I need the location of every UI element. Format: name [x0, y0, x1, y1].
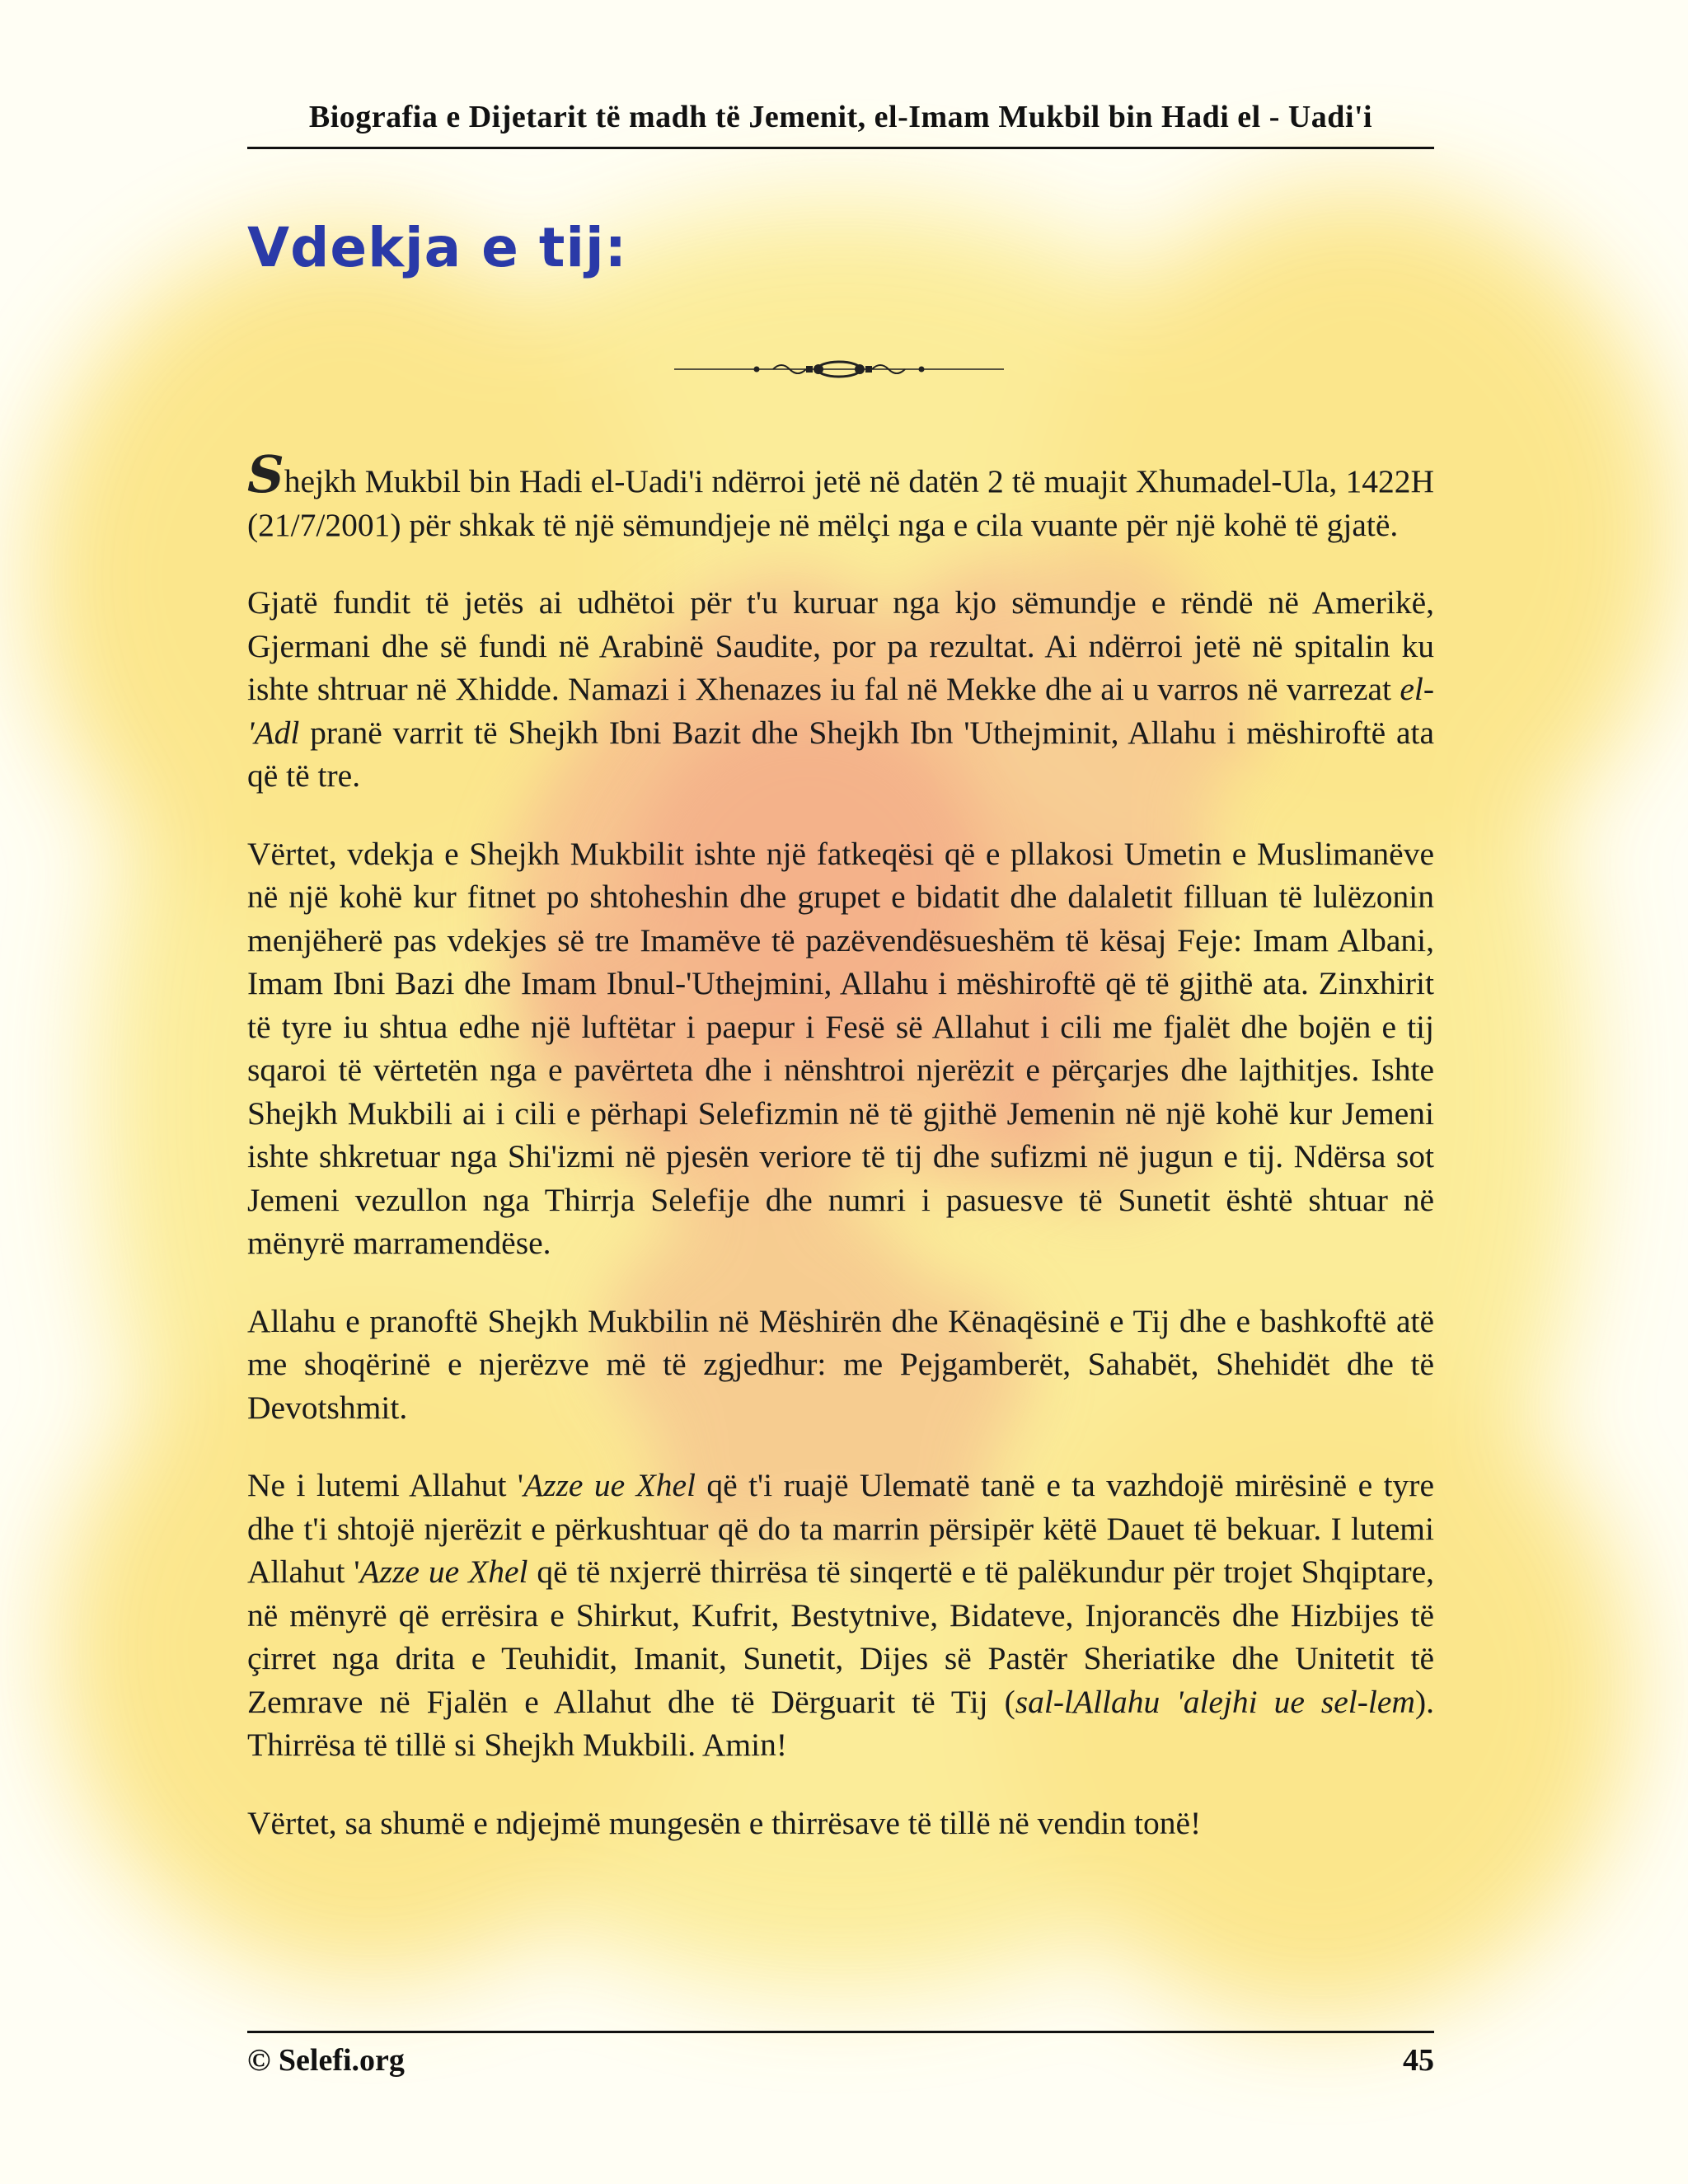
- body-text: [247, 444, 1434, 1879]
- paragraph-5-text-d: ). Thirrësa të tillë si Shejkh Mukbili. Amin!: [247, 1683, 1434, 1763]
- section-title: Vdekja e tij:: [247, 216, 628, 279]
- paragraph-3: Vërtet, vdekja e Shejkh Mukbilit ishte një fatkeqësi që e pllakosi Umetin e Muslimanëve në një kohë kur fitnet po shtoheshin dhe grupet e bidatit dhe dalaletit filluan të lulëzonin menjëherë pas vdekjes së tre Imamëve të pazëvendësueshëm të kësaj Feje: Imam Albani, Imam Ibni Bazi dhe Imam Ibnul-'Uthejmini, Allahu i mëshiroftë që të gjithë ata. Zinxhirit të tyre iu shtua edhe një luftëtar i paepur i Fesë së Allahut i cili me fjalët dhe bojën e tij sqaroi të vërtetën nga e pavërteta dhe i nënshtroi njerëzit e përçarjes dhe lajthitjes. Ishte Shejkh Mukbili ai i cili e përhapi Selefizmin në të gjithë Jemenin në një kohë kur Jemeni ishte shkretuar nga Shi'izmi në pjesën veriore të tij dhe sufizmi në jugun e tij. Ndërsa sot Jemeni vezullon nga Thirrja Selefije dhe numri i pasuesve të Sunetit është shtuar në mënyrë marramendëse.: [247, 835, 1434, 1261]
- flourish-divider-icon: [674, 353, 1004, 386]
- paragraph-2-italic: el-'Adl: [247, 671, 1434, 751]
- paragraph-1-text: hejkh Mukbil bin Hadi el-Uadi'i ndërroi jetë në datën 2 të muajit Xhumadel-Ula, 1422H (21/7/2001) për shkak të një sëmundjeje në mëlçi nga e cila vuante për një kohë të gjatë.: [247, 463, 1434, 543]
- paragraph-5-italic-2: Azze ue Xhel: [359, 1554, 528, 1590]
- paragraph-2-text-b: pranë varrit të Shejkh Ibni Bazit dhe Shejkh Ibn 'Uthejminit, Allahu i mëshiroftë ata që të tre.: [247, 714, 1434, 794]
- paragraph-5: [247, 1464, 1434, 1767]
- page-number: 45: [1403, 2043, 1434, 2078]
- paragraph-2: [247, 581, 1434, 798]
- header-rule: [247, 147, 1434, 149]
- footer-copyright: © Selefi.org: [247, 2043, 405, 2078]
- footer-rule: [247, 2031, 1434, 2033]
- paragraph-5-text-a: Ne i lutemi Allahut ': [247, 1467, 524, 1503]
- paragraph-2-text-a: Gjatë fundit të jetës ai udhëtoi për t'u kuruar nga kjo sëmundje e rëndë në Amerikë, Gjermani dhe së fundi në Arabinë Saudite, por pa rezultat. Ai ndërroi jetë në spitalin ku ishte shtruar në Xhidde. Namazi i Xhenazes iu fal në Mekke dhe ai u varros në varrezat: [247, 584, 1434, 707]
- paragraph-4: Allahu e pranoftë Shejkh Mukbilin në Mëshirën dhe Kënaqësinë e Tij dhe e bashkoftë atë me shoqërinë e njerëzve më të zgjedhur: me Pejgamberët, Sahabët, Shehidët dhe të Devotshmit.: [247, 1302, 1434, 1426]
- paragraph-6: Vërtet, sa shumë e ndjejmë mungesën e thirrësave të tillë në vendin tonë!: [247, 1804, 1202, 1841]
- paragraph-5-text-c: që të nxjerrë thirrësa të sinqertë e të palëkundur për trojet Shqiptare, në mënyrë që errësira e Shirkut, Kufrit, Bestytnive, Bidateve, Injorancës dhe Hizbijes të çirret nga drita e Teuhidit, Imanit, Sunetit, Dijes së Pastër Sheriatike dhe Unitetit të Zemrave në Fjalën e Allahut dhe të Dërguarit të Tij (: [247, 1554, 1434, 1720]
- paragraph-5-text-b: që t'i ruajë Ulematë tanë e ta vazhdojë mirësinë e tyre dhe t'i shtojë njerëzit e përkushtuar që do ta marrin përsipër këtë Dauet të bekuar. I lutemi Allahut ': [247, 1467, 1434, 1590]
- paragraph-5-italic-1: Azze ue Xhel: [523, 1467, 696, 1503]
- drop-cap: S: [247, 444, 284, 504]
- running-header: Biografia e Dijetarit të madh të Jemenit, el-Imam Mukbil bin Hadi el - Uadi'i: [308, 100, 1373, 134]
- paragraph-1: [247, 444, 1434, 546]
- paragraph-5-italic-3: sal-lAllahu 'alejhi ue sel-lem: [1015, 1683, 1415, 1720]
